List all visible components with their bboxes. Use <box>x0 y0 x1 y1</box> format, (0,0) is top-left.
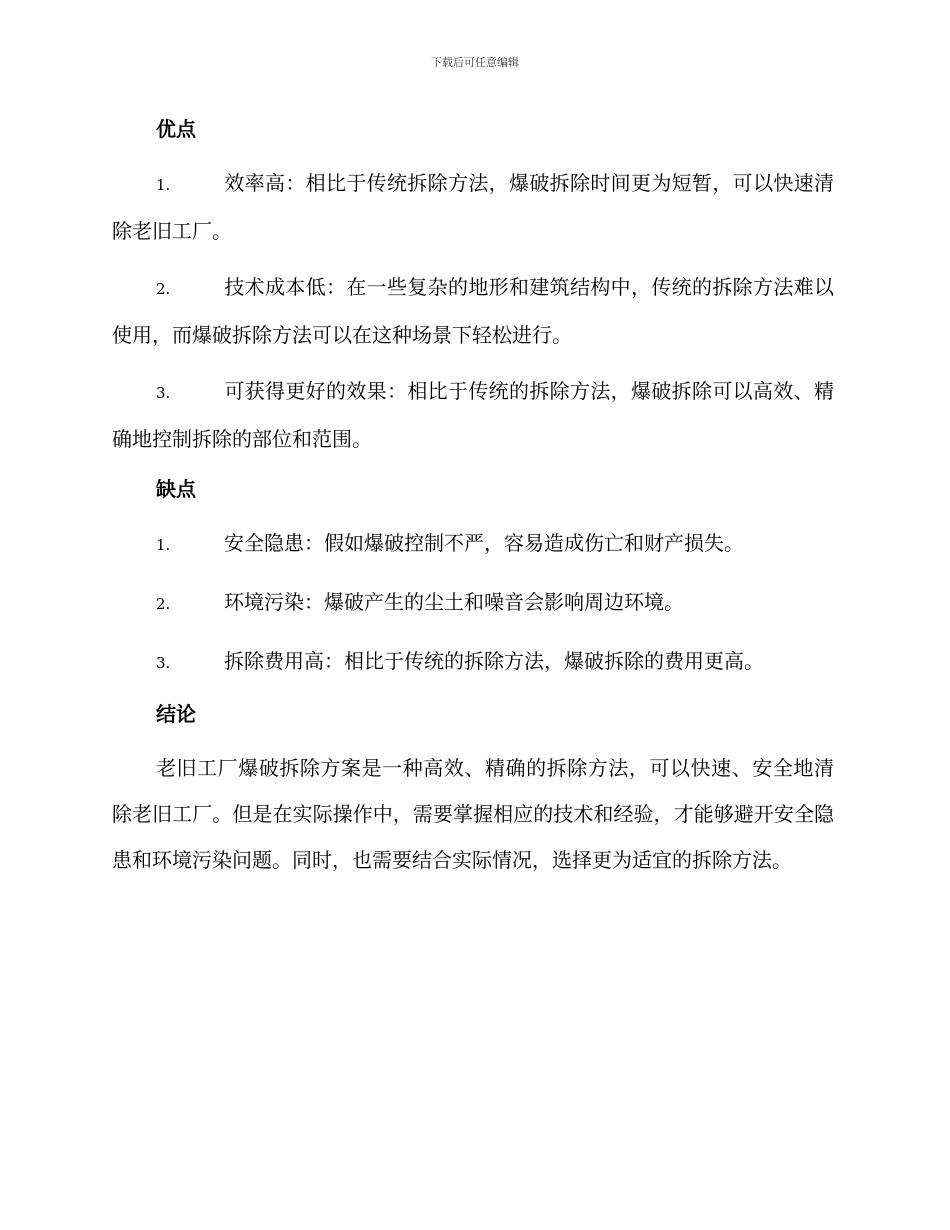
list-number: 2. <box>156 595 171 613</box>
list-item-text: 拆除费用高：相比于传统的拆除方法，爆破拆除的费用更高。 <box>224 649 764 673</box>
list-item <box>112 264 834 358</box>
list-item <box>112 579 834 627</box>
list-item-text: 效率高：相比于传统拆除方法，爆破拆除时间更为短暂，可以快速清除老旧工厂。 <box>112 171 834 243</box>
list-item <box>112 520 834 568</box>
section-heading-conclusion: 结论 <box>156 702 196 726</box>
conclusion-paragraph: 老旧工厂爆破拆除方案是一种高效、精确的拆除方法，可以快速、安全地清除老旧工厂。但是在实际操作中，需要掌握相应的技术和经验，才能够避开安全隐患和环境污染问题。同时，也需要结合实际情况，选择更为适宜的拆除方法。 <box>112 756 834 872</box>
list-number: 1. <box>156 176 171 194</box>
list-item <box>112 638 834 686</box>
list-number: 2. <box>156 280 171 298</box>
list-number: 3. <box>156 654 171 672</box>
list-item-text: 环境污染：爆破产生的尘土和噪音会影响周边环境。 <box>224 590 684 614</box>
list-item <box>112 160 834 254</box>
section-heading-cons: 缺点 <box>156 477 196 501</box>
list-number: 1. <box>156 536 171 554</box>
list-item <box>112 368 834 462</box>
document-body <box>112 112 834 883</box>
list-number: 3. <box>156 384 171 402</box>
list-item-text: 可获得更好的效果：相比于传统的拆除方法，爆破拆除可以高效、精确地控制拆除的部位和范围。 <box>112 379 834 451</box>
header-note: 下载后可任意编辑 <box>431 56 519 69</box>
section-heading-pros: 优点 <box>156 117 196 141</box>
list-item-text: 安全隐患：假如爆破控制不严，容易造成伤亡和财产损失。 <box>224 531 744 555</box>
list-item-text: 技术成本低：在一些复杂的地形和建筑结构中，传统的拆除方法难以使用，而爆破拆除方法可以在这种场景下轻松进行。 <box>112 275 834 347</box>
